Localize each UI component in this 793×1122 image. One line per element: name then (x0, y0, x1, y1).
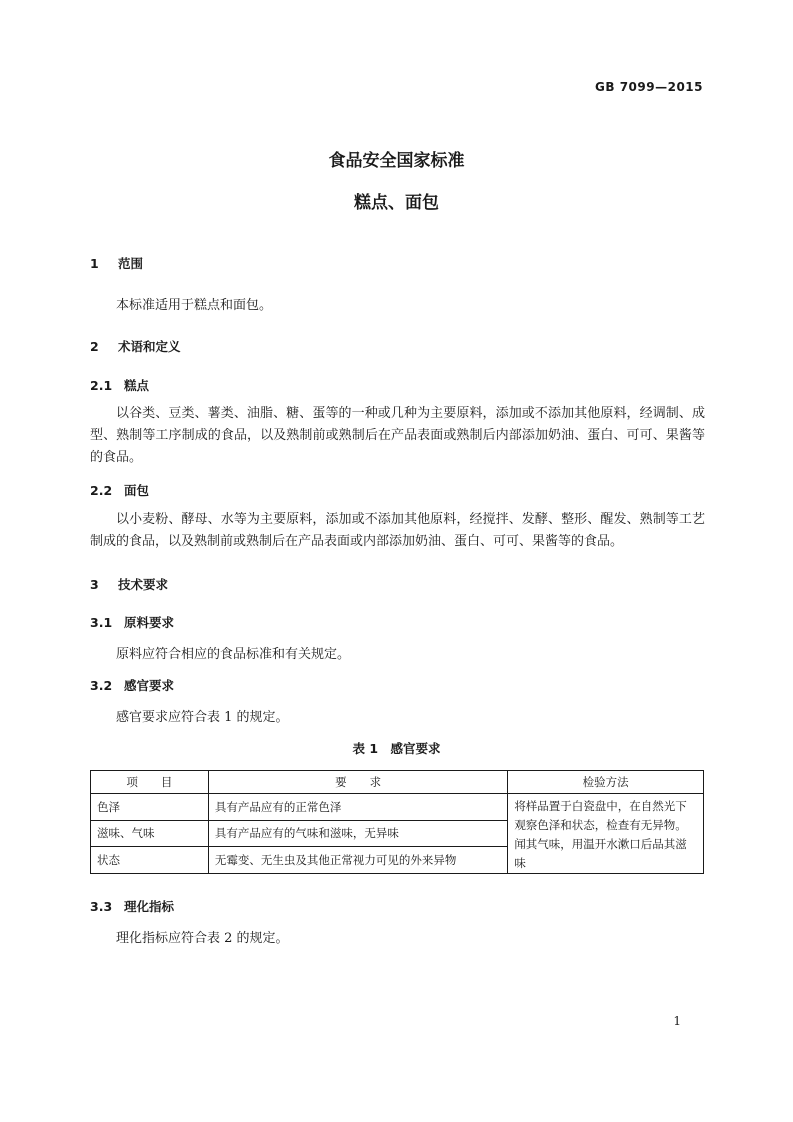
table-row (91, 794, 704, 821)
section-3-2-text: 感官要求应符合表 1 的规定。 (116, 710, 289, 725)
cell-item: 状态 (91, 847, 209, 874)
document-title: 食品安全国家标准 (328, 151, 465, 171)
section-3-heading (90, 575, 168, 593)
cell-requirement: 具有产品应有的气味和滋味，无异味 (208, 820, 507, 847)
section-1-text: 本标准适用于糕点和面包。 (116, 298, 273, 313)
section-title: 术语和定义 (118, 339, 181, 354)
section-title: 技术要求 (118, 577, 169, 592)
section-title: 面包 (124, 483, 150, 498)
cell-item: 色泽 (91, 794, 209, 821)
cell-requirement: 无霉变、无生虫及其他正常视力可见的外来异物 (208, 847, 507, 874)
table-1-caption: 表 1 感官要求 (352, 741, 441, 756)
section-1-heading (90, 254, 143, 272)
header-method: 检验方法 (508, 771, 704, 794)
section-3-3-heading (90, 897, 174, 915)
section-number: 2.2 (90, 483, 113, 498)
section-number: 3.3 (90, 899, 113, 914)
section-3-2-heading (90, 676, 174, 694)
cell-item: 滋味、气味 (91, 820, 209, 847)
section-3-3-text: 理化指标应符合表 2 的规定。 (116, 931, 289, 946)
standard-number: GB 7099—2015 (595, 80, 703, 94)
header-item: 项 目 (91, 771, 209, 794)
document-subtitle: 糕点、面包 (354, 193, 439, 213)
section-number: 3 (90, 577, 99, 592)
section-number: 2.1 (90, 378, 113, 393)
section-number: 2 (90, 339, 99, 354)
cell-requirement: 具有产品应有的正常色泽 (208, 794, 507, 821)
page-number: 1 (673, 1014, 681, 1028)
section-title: 理化指标 (124, 899, 175, 914)
section-number: 1 (90, 256, 99, 271)
section-2-heading (90, 337, 181, 355)
section-2-2-text: 以小麦粉、酵母、水等为主要原料，添加或不添加其他原料，经搅拌、发酵、整形、醒发、熟制等工艺制成的食品，以及熟制前或熟制后在产品表面或内部添加奶油、蛋白、可可、果酱等的食品。 (90, 512, 705, 549)
table-header-row (91, 771, 704, 794)
section-number: 3.2 (90, 678, 113, 693)
section-title: 糕点 (124, 378, 150, 393)
section-2-2-heading (90, 481, 149, 499)
section-2-1-heading (90, 376, 149, 394)
section-title: 原料要求 (124, 615, 175, 630)
header-requirement: 要 求 (208, 771, 507, 794)
section-2-1-text: 以谷类、豆类、薯类、油脂、糖、蛋等的一种或几种为主要原料，添加或不添加其他原料，经调制、成型、熟制等工序制成的食品，以及熟制前或熟制后在产品表面或熟制后内部添加奶油、蛋白、可可、果酱等的食品。 (90, 406, 705, 465)
section-title: 范围 (118, 256, 144, 271)
section-title: 感官要求 (124, 678, 175, 693)
section-number: 3.1 (90, 615, 113, 630)
cell-method: 将样品置于白瓷盘中，在自然光下观察色泽和状态，检查有无异物。闻其气味，用温开水漱口后品其滋味 (508, 794, 704, 874)
section-3-1-text: 原料应符合相应的食品标准和有关规定。 (116, 647, 351, 662)
section-3-1-heading (90, 613, 174, 631)
table-1 (90, 770, 704, 874)
